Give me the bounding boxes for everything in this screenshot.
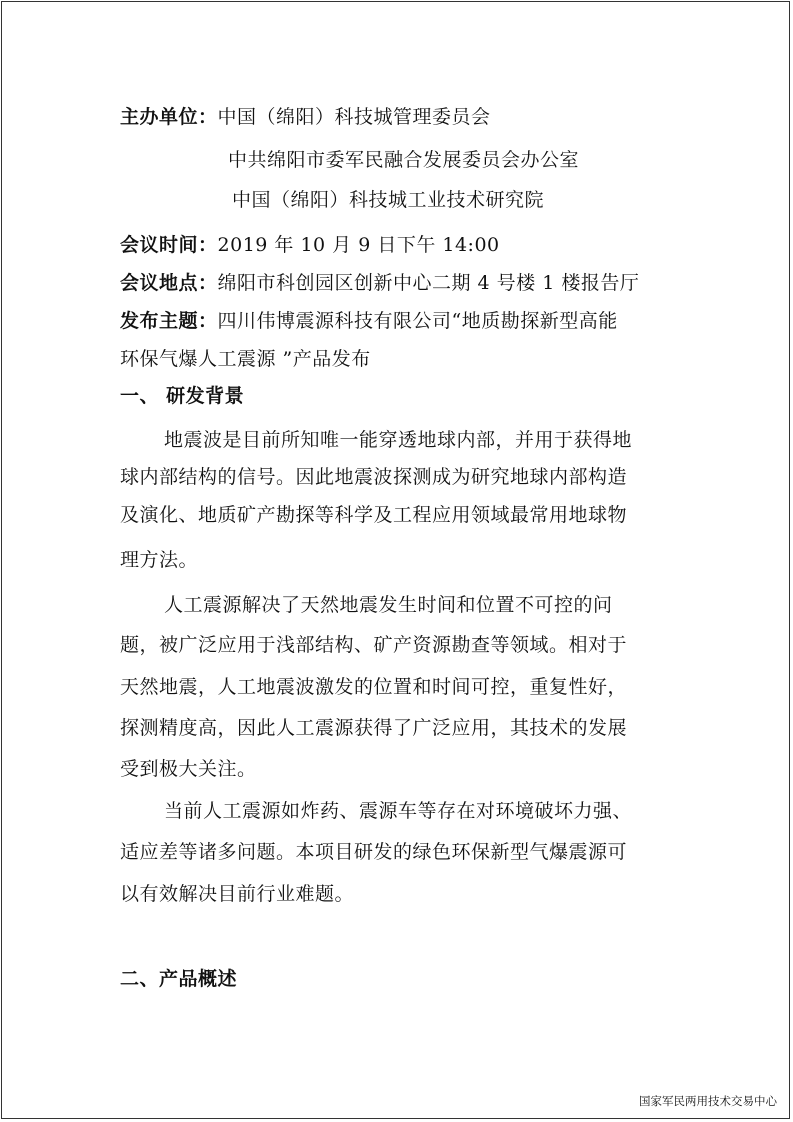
para-3-line-2: 适应差等诸多问题。本项目研发的绿色环保新型气爆震源可 (120, 841, 628, 863)
meeting-time-value: 2019 年 10 月 9 日下午 14:00 (217, 234, 500, 256)
meeting-place-value: 绵阳市科创园区创新中心二期 4 号楼 1 楼报告厅 (217, 272, 640, 294)
organizer-1: 中国（绵阳）科技城管理委员会 (217, 106, 491, 128)
release-topic (120, 309, 618, 333)
para-2-line-2: 题，被广泛应用于浅部结构、矿产资源勘查等领域。相对于 (120, 634, 628, 656)
section-2-heading: 二、产品概述 (120, 968, 238, 990)
para-1-line-1: 地震波是目前所知唯一能穿透地球内部，并用于获得地 (164, 429, 633, 451)
organizers-line-1 (120, 105, 491, 129)
para-3-line-1: 当前人工震源如炸药、震源车等存在对环境破坏力强、 (164, 800, 633, 822)
para-1-line-3: 及演化、地质矿产勘探等科学及工程应用领域最常用地球物 (120, 504, 628, 526)
para-2-line-5: 受到极大关注。 (120, 758, 257, 780)
para-1-line-4: 理方法。 (120, 549, 199, 571)
organizers-label: 主办单位： (120, 106, 218, 128)
para-1-line-2: 球内部结构的信号。因此地震波探测成为研究地球内部构造 (120, 466, 628, 488)
footer-org-name: 国家军民两用技术交易中心 (639, 1094, 777, 1108)
meeting-time-label: 会议时间： (120, 234, 218, 256)
meeting-place (120, 271, 639, 295)
organizer-2: 中共绵阳市委军民融合发展委员会办公室 (228, 149, 580, 171)
meeting-time (120, 233, 500, 257)
release-topic-label: 发布主题： (120, 310, 218, 332)
release-topic-line-1: 四川伟博震源科技有限公司“地质勘探新型高能 (217, 310, 618, 332)
para-2-line-4: 探测精度高，因此人工震源获得了广泛应用，其技术的发展 (120, 717, 628, 739)
para-2-line-3: 天然地震，人工地震波激发的位置和时间可控，重复性好， (120, 676, 628, 698)
para-3-line-3: 以有效解决目前行业难题。 (120, 883, 355, 905)
organizer-3: 中国（绵阳）科技城工业技术研究院 (232, 189, 545, 211)
para-2-line-1: 人工震源解决了天然地震发生时间和位置不可控的问 (164, 594, 613, 616)
section-1-heading: 一、 研发背景 (120, 385, 245, 407)
meeting-place-label: 会议地点： (120, 272, 218, 294)
release-topic-line-2: 环保气爆人工震源 ”产品发布 (120, 348, 371, 370)
